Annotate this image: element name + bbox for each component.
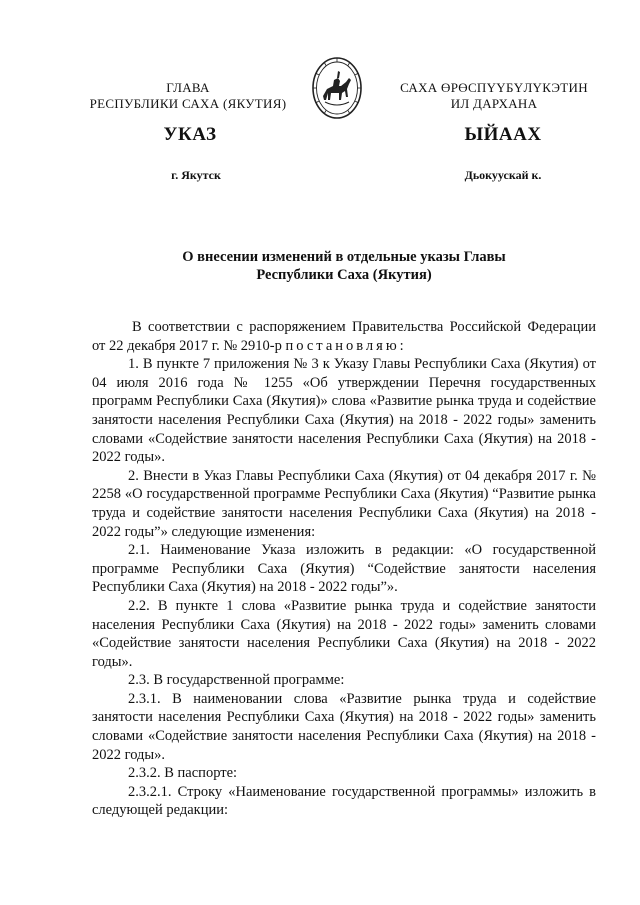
issuer-sah: [380, 80, 608, 112]
paragraph-2-2: 2.2. В пункте 1 слова «Развитие рынка труда и содействие занятости населения Республики Саха (Якутия) на 2018 - 2022 годы» заменить словами «Содействие занятости населения Республики Саха (Якутия) на 2018 - 2022 годы».: [92, 597, 596, 670]
paragraph-2-3-1: 2.3.1. В наименовании слова «Развитие рынка труда и содействие занятости населения Республики Саха (Якутия) на 2018 - 2022 годы» заменить словами «Содействие занятости населения Республики Саха (Якутия) на 2018 - 2022 годы».: [92, 690, 596, 763]
issuer-ru-line2: РЕСПУБЛИКИ САХА (ЯКУТИЯ): [89, 96, 287, 111]
preamble-paragraph: [92, 318, 596, 355]
paragraph-2: 2. Внести в Указ Главы Республики Саха (Якутия) от 04 декабря 2017 г. № 2258 «О государственной программе Республики Саха (Якутия) “Развитие рынка труда и содействие занятости населения Республики Саха (Якутия) на 2018 - 2022 годы”» следующие изменения:: [92, 467, 596, 540]
doc-type-ru: УКАЗ: [163, 124, 217, 145]
paragraph-2-3: 2.3. В государственной программе:: [128, 672, 345, 689]
paragraph-2-1: 2.1. Наименование Указа изложить в редакции: «О государственной программе Республики Саха (Якутия) “Содействие занятости населения Республики Саха (Якутия) на 2018 - 2022 годы”».: [92, 542, 596, 596]
place-ru: г. Якутск: [171, 168, 221, 182]
issuer-ru-line1: ГЛАВА: [166, 80, 210, 95]
preamble-resolve: постановляю:: [285, 337, 407, 354]
republic-emblem-icon: [311, 56, 363, 120]
subject-line2: Республики Саха (Якутия): [256, 267, 432, 283]
issuer-ru: [78, 80, 298, 112]
decree-body: [92, 318, 596, 820]
issuer-sah-line1: САХА ӨРӨСПҮҮБҮЛҮКЭТИН: [400, 80, 588, 95]
paragraph-2-3-2-1: 2.3.2.1. Строку «Наименование государственной программы» изложить в следующей редакции:: [92, 783, 596, 819]
doc-type-sah: ЫЙААХ: [464, 124, 542, 145]
paragraph-1: 1. В пункте 7 приложения № 3 к Указу Главы Республики Саха (Якутия) от 04 июля 2016 года № 1255 «Об утверждении Перечня государственных программ Республики Саха (Якутия)» слова «Развитие рынка труда и содействие занятости населения Республики Саха (Якутия) на 2018 - 2022 годы» заменить словами «Содействие занятости населения Республики Саха (Якутия) на 2018 - 2022 годы».: [92, 356, 596, 466]
decree-subject: [92, 248, 596, 284]
place-sah: Дьокуускай к.: [464, 168, 542, 182]
preamble-text: В соответствии с распоряжением Правительства Российской Федерации от 22 декабря 2017 г. № 2910-р: [92, 319, 596, 354]
issuer-sah-line2: ИЛ ДАРХАНА: [450, 96, 538, 111]
subject-line1: О внесении изменений в отдельные указы Главы: [182, 249, 506, 265]
paragraph-2-3-2: 2.3.2. В паспорте:: [128, 765, 238, 782]
